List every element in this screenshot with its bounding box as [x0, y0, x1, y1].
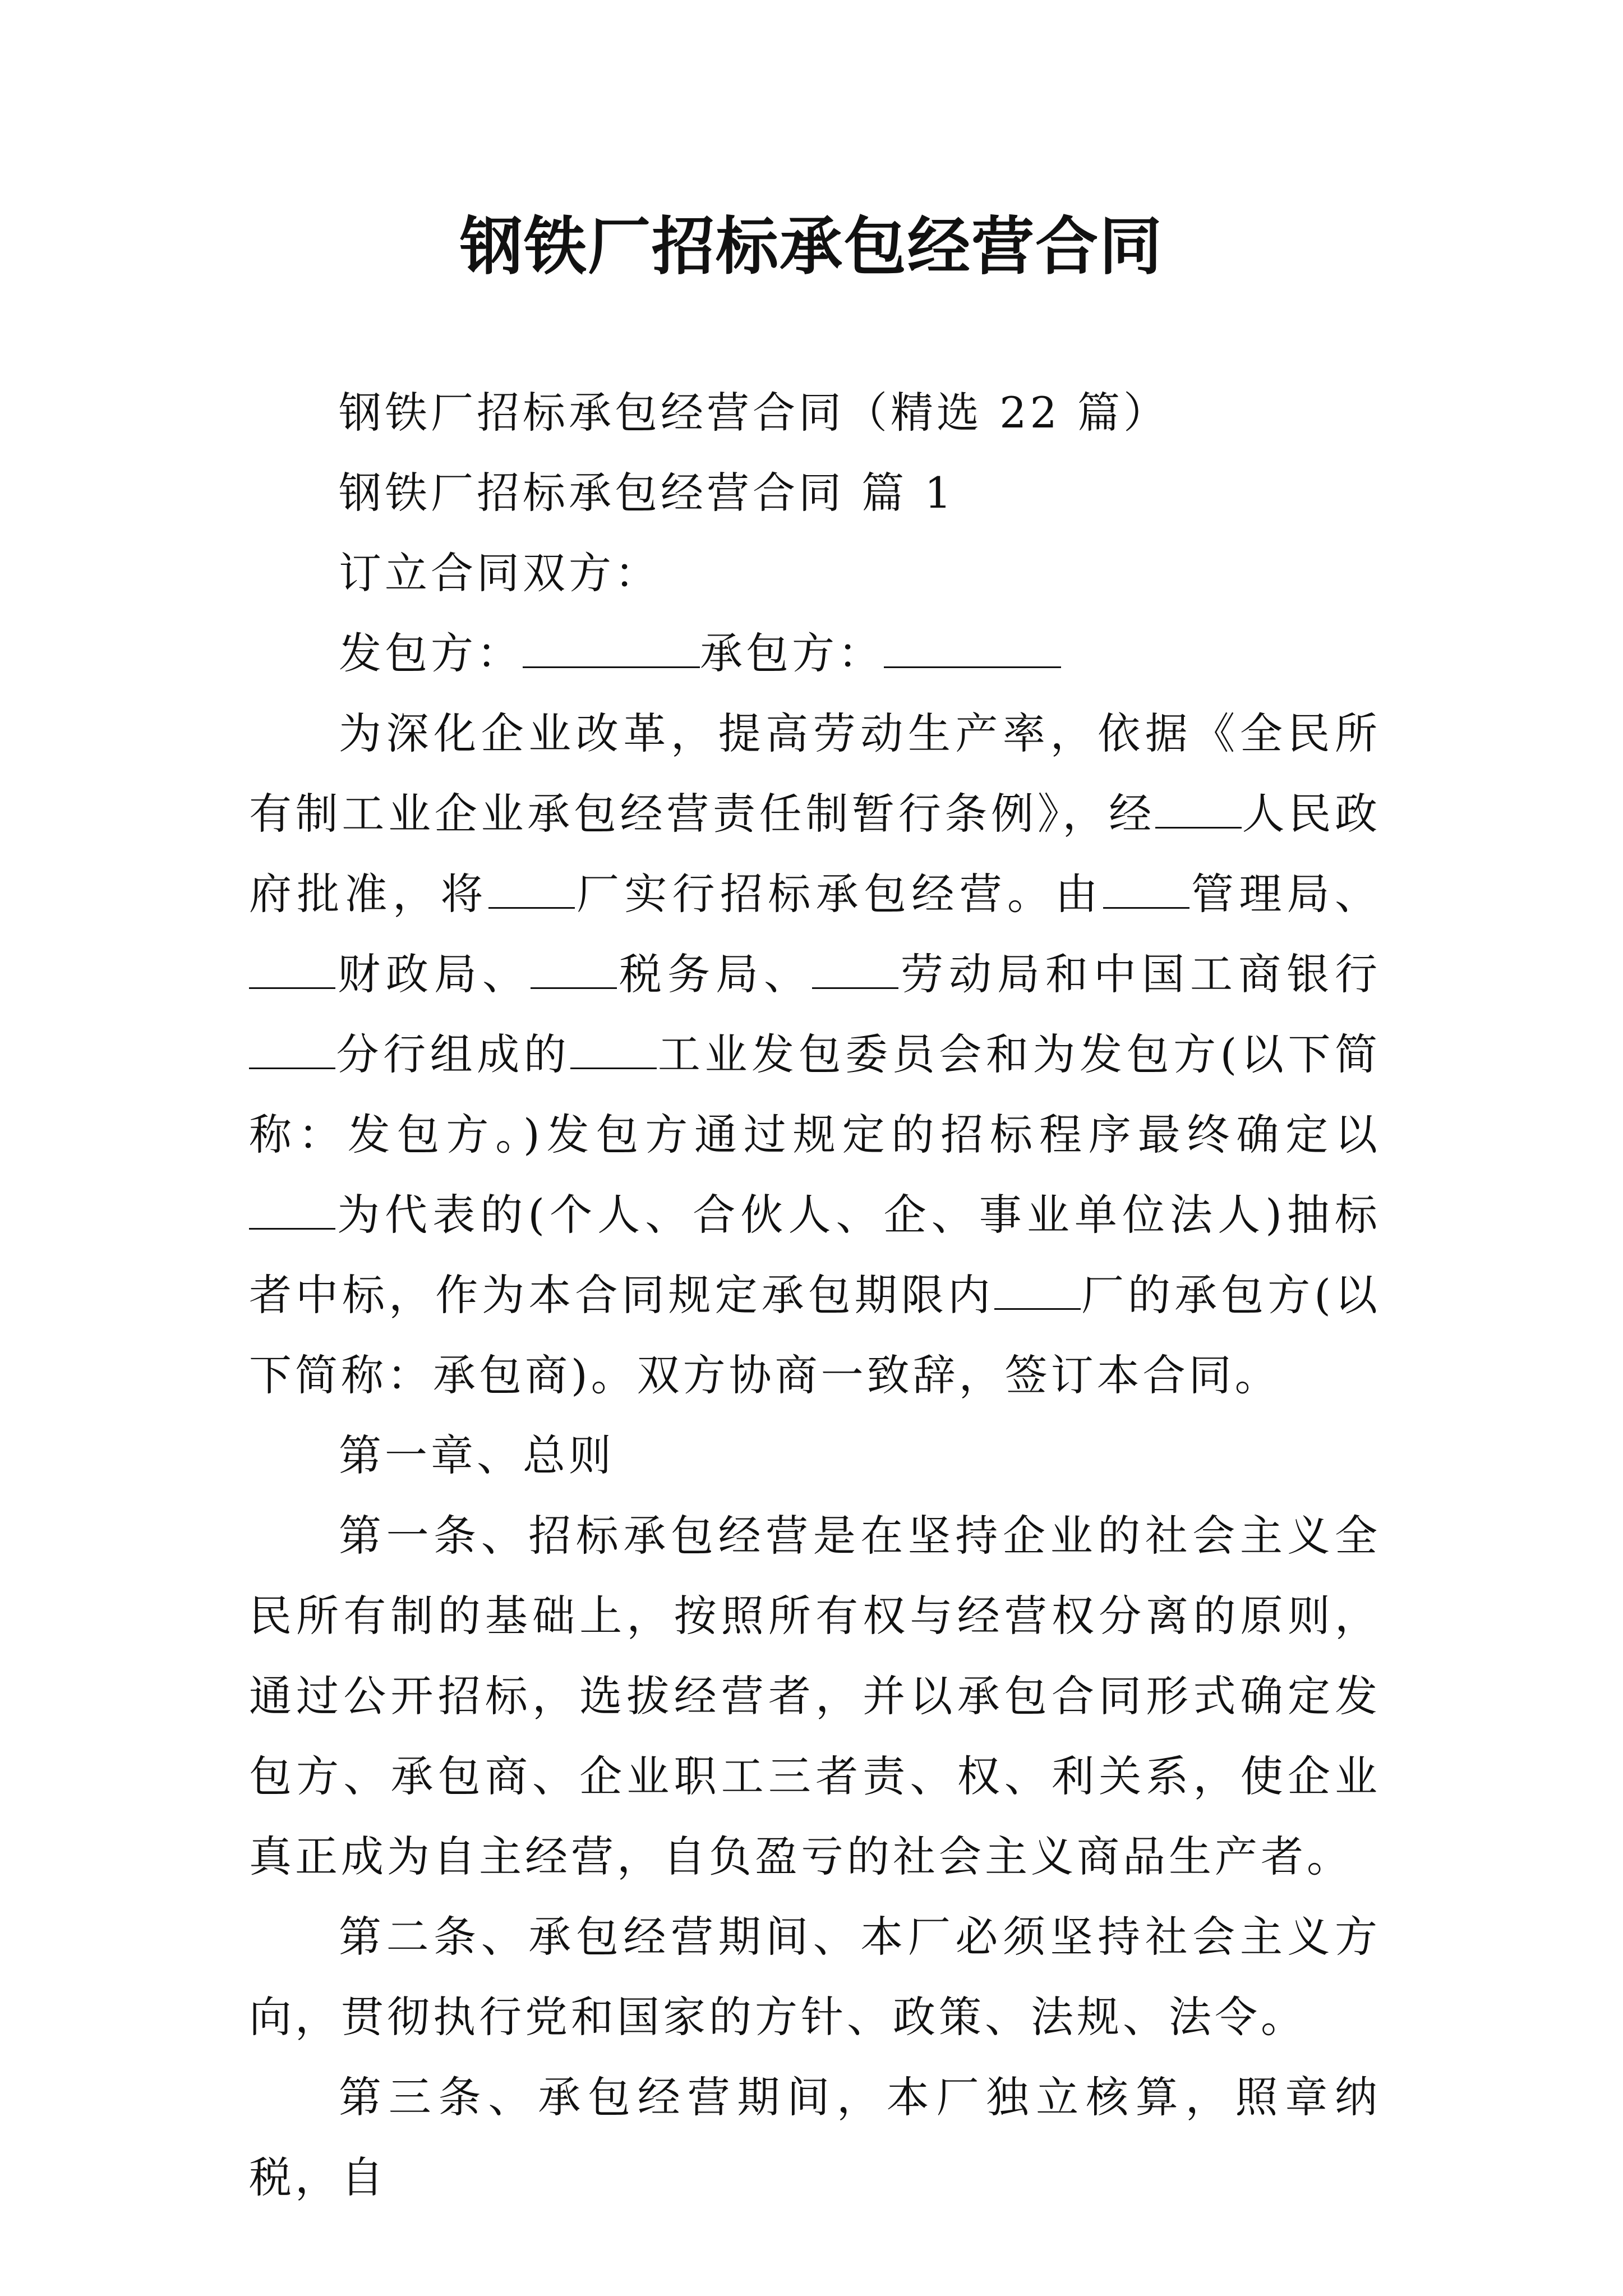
text-segment: 钢铁厂招标承包经营合同（精选 22 篇）	[339, 388, 1170, 438]
text-segment: 承包方：	[700, 628, 884, 678]
text-segment: 厂实行招标承包经营。由	[574, 869, 1103, 919]
chapter-heading	[249, 1415, 1381, 1496]
document-title: 钢铁厂招标承包经营合同	[460, 210, 1163, 283]
text-segment: 人民政府批准，将	[249, 789, 1381, 919]
fill-in-blank	[249, 987, 335, 989]
text-segment: 工业发包委员会和为发包方(以下简称：发包方。)发包方通过规定的招标程序最终确定以	[249, 1029, 1381, 1159]
fill-in-blank	[249, 1227, 335, 1230]
article-paragraph	[249, 1496, 1381, 1897]
text-segment: 第一条、招标承包经营是在坚持企业的社会主义全民所有制的基础上，按照所有权与经营权分离的原则，通过公开招标，选拔经营者，并以承包合同形式确定发包方、承包商、企业职工三者责、权、利关系，使企业真正成为自主经营，自负盈亏的社会主义商品生产者。	[249, 1511, 1381, 1881]
text-segment: 订立合同双方：	[339, 548, 661, 598]
parties-line	[249, 613, 1381, 693]
text-segment: 税务局、	[617, 949, 812, 999]
subtitle-paragraph	[249, 372, 1381, 453]
fill-in-blank	[488, 907, 575, 909]
text-segment: 第三条、承包经营期间，本厂独立核算，照章纳税，自	[249, 2072, 1381, 2202]
fill-in-blank	[531, 987, 617, 989]
fill-in-blank	[249, 1067, 335, 1069]
fill-in-blank	[1155, 826, 1242, 829]
text-segment: 财政局、	[335, 949, 531, 999]
fill-in-blank	[994, 1308, 1081, 1310]
parties-heading	[249, 533, 1381, 613]
text-segment: 为深化企业改革，提高劳动生产率，依据《全民所有制工业企业承包经营责任制暂行条例》，经	[249, 708, 1381, 839]
preamble-paragraph	[249, 693, 1381, 1415]
fill-in-blank	[523, 666, 700, 668]
fill-in-blank	[1103, 907, 1189, 909]
text-segment: 第一章、总则	[339, 1430, 615, 1480]
text-segment: 发包方：	[339, 628, 523, 678]
text-segment: 分行组成的	[335, 1029, 571, 1079]
text-segment: 厂的承包方(以下简称：承包商)。双方协商一致辞，签订本合同。	[249, 1270, 1381, 1400]
text-segment: 钢铁厂招标承包经营合同 篇 1	[339, 468, 955, 518]
fill-in-blank	[884, 666, 1061, 668]
text-segment: 为代表的(个人、合伙人、企、事业单位法人)抽标者中标，作为本合同规定承包期限内	[249, 1190, 1381, 1320]
text-segment: 管理局、	[1189, 869, 1381, 919]
section-heading	[249, 453, 1381, 533]
article-paragraph	[249, 2057, 1381, 2217]
article-paragraph	[249, 1897, 1381, 2057]
document-body	[249, 372, 1381, 2217]
text-segment: 第二条、承包经营期间、本厂必须坚持社会主义方向，贯彻执行党和国家的方针、政策、法规、法令。	[249, 1912, 1381, 2042]
fill-in-blank	[812, 987, 898, 989]
text-segment: 劳动局和中国工商银行	[898, 949, 1381, 999]
fill-in-blank	[570, 1067, 657, 1069]
